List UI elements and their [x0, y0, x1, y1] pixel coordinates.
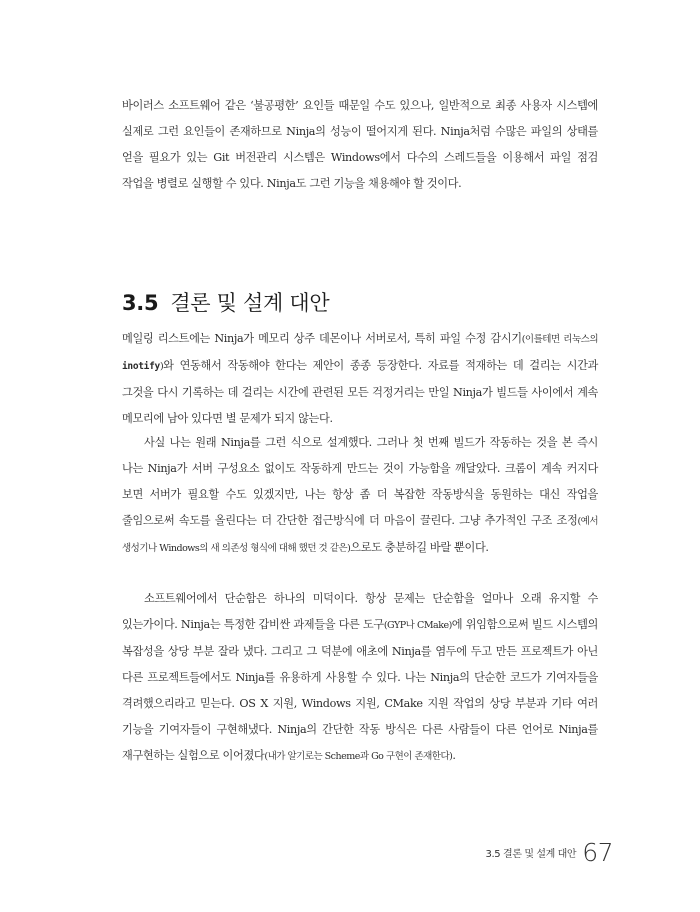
paragraph-3-note-2: (내가 알기로는 Scheme과 Go 구현이 존재한다): [264, 751, 453, 762]
paragraph-1-note: (이를테면 리눅스의: [521, 334, 598, 345]
paragraph-3-text-b: 에 위임함으로써 빌드 시스템의 복잡성을 상당 부분 잘라 냈다. 그리고 그 덕분에 애초에 Ninja를 염두에 두고 만든 프로젝트가 아닌 다른 프로젝트들에서도 Ninja를 유용하게 사용할 수 있다. 나는 Ninja의 단순한 코드가 기여자들을 격려했으리라고 믿는다. OS X 지원, Windows 지원, CMake 지원 작업의 상당 부분과 기타 여러 기능을 기여자들이 구현해냈다. Ninja의 간단한 작동 방식은 다른 사람들이 다른 언어로 Ninja를 재구현하는 실험으로 이어졌다: [122, 618, 599, 762]
intro-paragraph: 바이러스 소프트웨어 같은 ‘불공평한’ 요인들 때문일 수도 있으나, 일반적으로 최종 사용자 시스템에 실제로 그런 요인들이 존재하므로 Ninja의 성능이 떨어지게 된다. Ninja처럼 수많은 파일의 상태를 얻을 필요가 있는 Git 버전관리 시스템은 Windows에서 다수의 스레드들을 이용해서 파일 점검 작업을 병렬로 실행할 수 있다. Ninja도 그런 기능을 채용해야 할 것이다.: [122, 99, 598, 190]
page-footer: [486, 838, 613, 867]
paragraph-1-text-b: 와 연동해서 작동해야 한다는 제안이 종종 등장한다. 자료를 적재하는 데 걸리는 시간과 그것을 다시 기록하는 데 걸리는 시간에 관련된 모든 걱정거리는 만일 Ninja가 빌드들 사이에서 계속 메모리에 남아 있다면 별 문제가 되지 않는다.: [122, 359, 598, 425]
section-heading: [122, 287, 329, 317]
section-title: 결론 및 설계 대안: [170, 291, 330, 315]
body-paragraph-1: [122, 326, 598, 432]
paragraph-1-text-a: 메일링 리스트에는 Ninja가 메모리 상주 데몬이나 서버로서, 특히 파일 수정 감시기: [122, 332, 522, 345]
running-footer-section: 3.5 결론 및 설계 대안: [485, 849, 577, 860]
body-paragraph-2: [122, 430, 598, 562]
inline-code-inotify: inotify: [122, 361, 160, 372]
body-paragraph-3: [122, 586, 598, 770]
paragraph-2-tail: 으로도 충분하길 바랄 뿐이다.: [350, 541, 489, 554]
paragraph-2-note: (예서 생성기나 Windows의 새 의존성 형식에 대해 했던 것 같은): [122, 516, 598, 554]
section-number: 3.5: [122, 291, 159, 315]
paragraph-3-text-a: 소프트웨어에서 단순함은 하나의 미덕이다. 항상 문제는 단순함을 얼마나 오래 유지할 수 있는가이다. Ninja는 특정한 갑비싼 과제들을 다른 도구: [122, 592, 598, 631]
paragraph-3-end: .: [452, 749, 456, 762]
paragraph-3-note-1: (GYP나 CMake): [383, 620, 452, 631]
page-number: 67: [582, 838, 613, 867]
paragraph-1-note-end: ): [159, 361, 164, 372]
paragraph-2-text: 사실 나는 원래 Ninja를 그런 식으로 설계했다. 그러나 첫 번째 빌드가 작동하는 것을 본 즉시 나는 Ninja가 서버 구성요소 없이도 작동하게 만드는 것이 가능함을 깨달았다. 크롬이 계속 커지다 보면 서버가 필요할 수도 있겠지만, 나는 항상 좀 더 복잡한 작동방식을 동원하는 대신 작업을 줄임으로써 속도를 올린다는 더 간단한 접근방식에 더 마음이 끌린다. 그냥 추가적인 구조 조정: [122, 436, 598, 527]
